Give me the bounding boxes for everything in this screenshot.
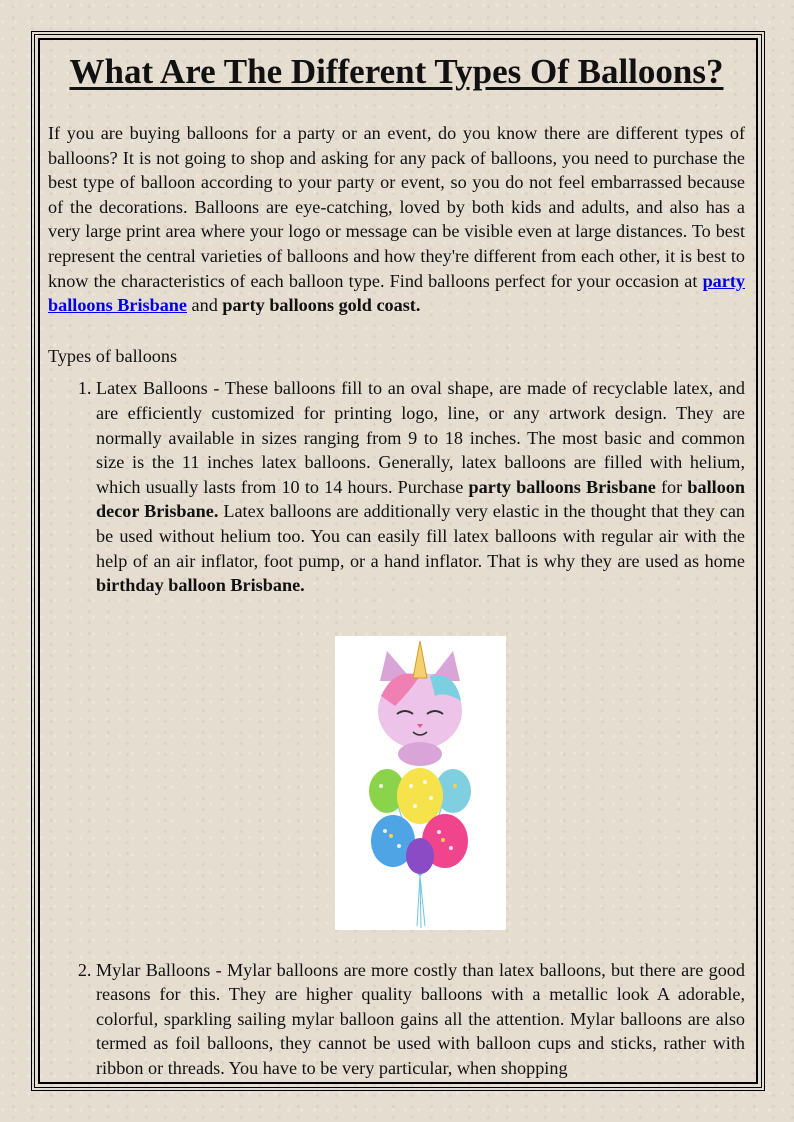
document-content <box>48 48 745 1081</box>
latex-bold-birthday: birthday balloon Brisbane. <box>96 575 305 596</box>
latex-text-for: for <box>655 476 688 497</box>
list-item-latex <box>96 376 745 929</box>
latex-text: Latex Balloons - These balloons fill to an oval shape, are made of recyclable latex, and are efficiently customized for printing logo, line, or any artwork design. They are normally available in sizes ranging from 9 to 18 inches. The most basic and common size is the 11 inches latex balloons. Generally, latex balloons are filled with helium, which usually lasts from 10 to 14 hours. Purchase <box>96 378 745 497</box>
intro-paragraph <box>48 121 745 318</box>
page-title: What Are The Different Types Of Balloons? <box>69 52 724 91</box>
party-balloons-brisbane-link[interactable]: party balloons Brisbane <box>48 270 745 316</box>
intro-bold-gold-coast: party balloons gold coast. <box>222 295 421 316</box>
balloon-bouquet-image <box>335 636 506 930</box>
intro-text: If you are buying balloons for a party or an event, do you know there are different types of balloons? It is not going to shop and asking for any pack of balloons, you need to purchase the best type of balloon according to your party or event, so you do not feel embarrassed because of the decorations. Balloons are eye-catching, loved by both kids and adults, and also has a very large print area where your logo or message can be visible even at large distances. To best represent the central varieties of balloons and how they're different from each other, it is best to know the characteristics of each balloon type. Find balloons perfect for your occasion at <box>48 123 745 291</box>
latex-bold-decor: balloon decor Brisbane. <box>96 476 746 522</box>
types-heading: Types of balloons <box>48 345 178 366</box>
mylar-text: Mylar Balloons - Mylar balloons are more costly than latex balloons, but there are good reasons for this. They are higher quality balloons with a metallic look A adorable, colorful, sparkling sailing mylar balloon gains all the attention. Mylar balloons are also termed as foil balloons, they cannot be used with balloon cups and sticks, rather with ribbon or threads. You have to be very particular, when shopping <box>96 959 745 1079</box>
list-item-mylar <box>96 958 745 1081</box>
intro-text-and: and <box>186 295 223 316</box>
balloon-types-list <box>48 376 745 1080</box>
unicorn-cat-balloon-icon <box>335 636 506 930</box>
latex-text-elastic: Latex balloons are additionally very elastic in the thought that they can be used without helium too. You can easily fill latex balloons with regular air with the help of an air inflator, foot pump, or a hand inflator. That is why they are used as home <box>96 501 745 571</box>
latex-bold-party-balloons: party balloons Brisbane <box>468 476 656 497</box>
